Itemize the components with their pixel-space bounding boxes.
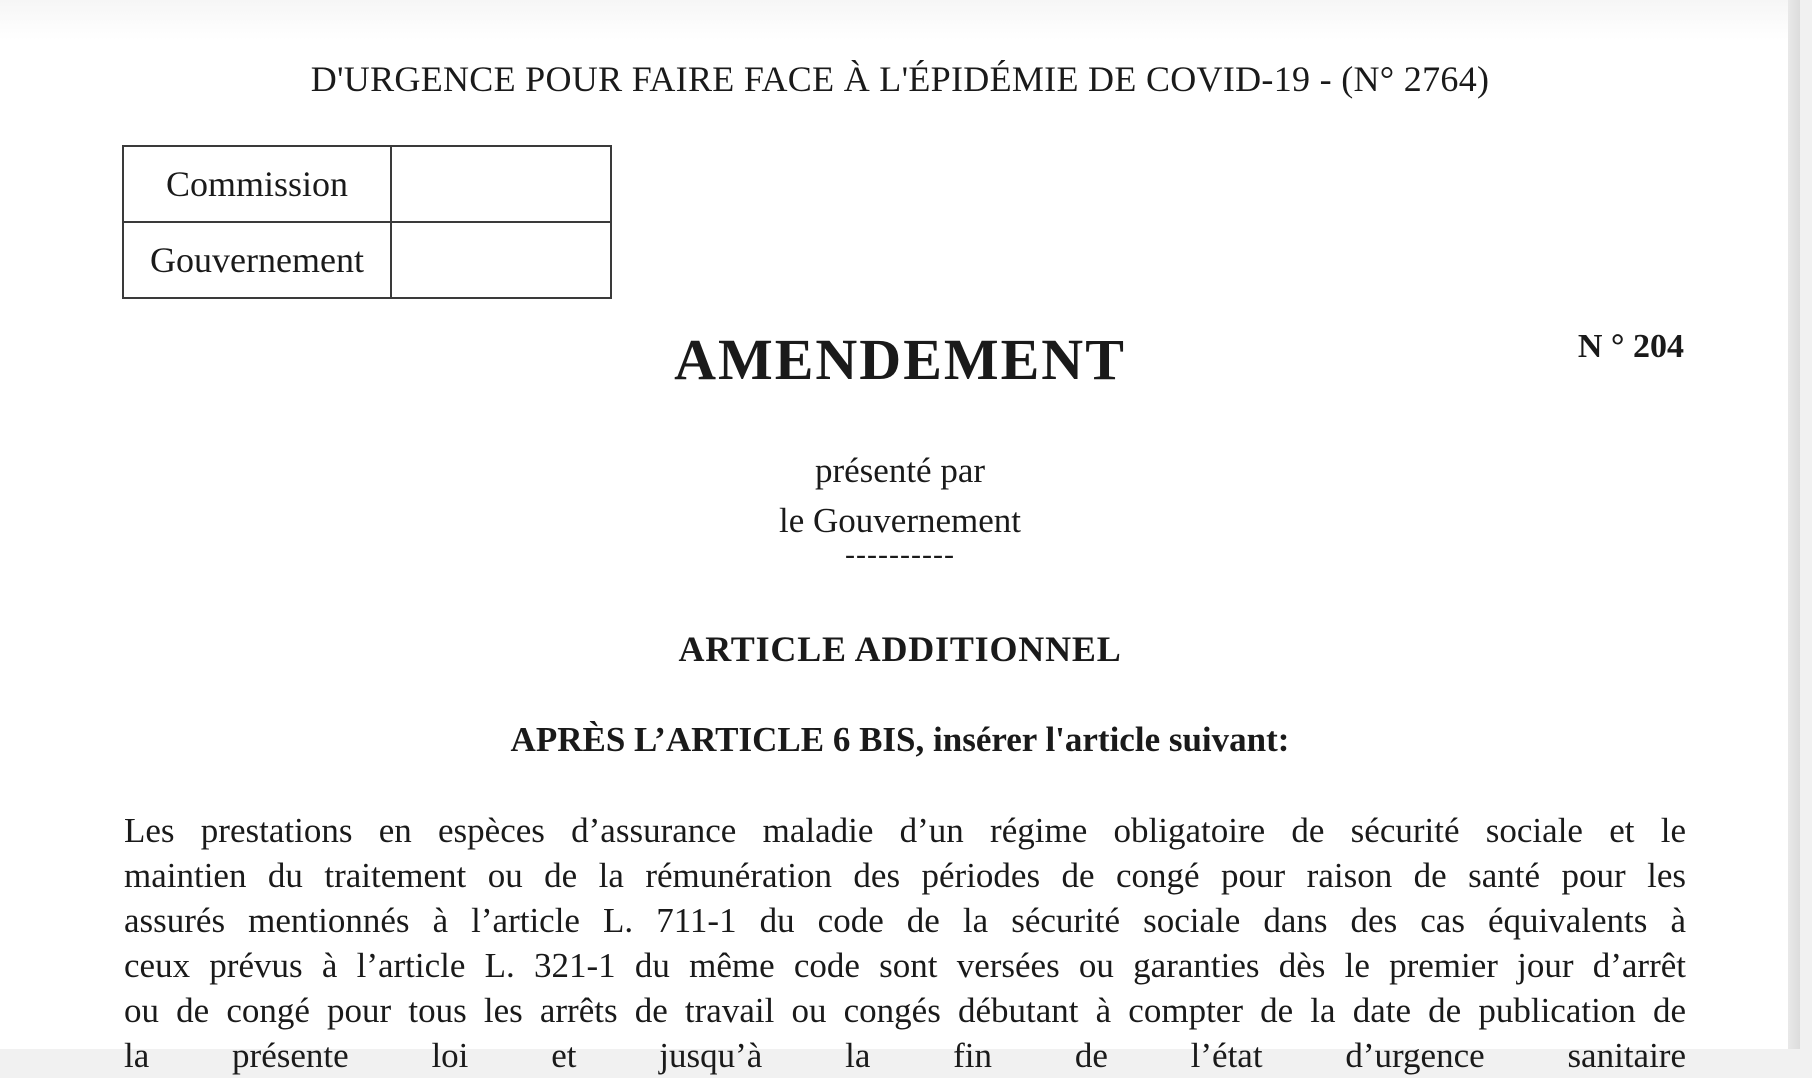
body-line-4: ceux prévus à l’article L. 321-1 du même code sont versées ou garanties dès le premier jour d’arrêt	[124, 946, 1686, 985]
bill-title-header: D'URGENCE POUR FAIRE FACE À L'ÉPIDÉMIE DE COVID-19 - (N° 2764)	[310, 59, 1490, 99]
body-line-3: assurés mentionnés à l’article L. 711-1 du code de la sécurité sociale dans des cas équivalents à	[124, 901, 1686, 940]
article-body	[124, 808, 1686, 1075]
separator-dashes: ----------	[845, 538, 955, 571]
status-value-commission	[391, 146, 611, 222]
status-label-commission: Commission	[123, 146, 391, 222]
page-edge-shadow	[1788, 0, 1800, 1049]
page-top-band	[0, 0, 1800, 40]
status-label-gouvernement: Gouvernement	[123, 222, 391, 298]
article-instruction: APRÈS L’ARTICLE 6 BIS, insérer l'article suivant:	[510, 720, 1290, 759]
body-line-1: Les prestations en espèces d’assurance maladie d’un régime obligatoire de sécurité sociale et le	[124, 811, 1686, 850]
status-table	[122, 145, 612, 299]
amendment-number: N ° 204	[1577, 328, 1684, 365]
presented-by	[0, 446, 1800, 546]
article-heading: ARTICLE ADDITIONNEL	[678, 629, 1122, 669]
status-row-commission	[123, 146, 611, 222]
status-row-gouvernement	[123, 222, 611, 298]
status-value-gouvernement	[391, 222, 611, 298]
document-title: AMENDEMENT	[674, 327, 1126, 392]
body-line-2: maintien du traitement ou de la rémunération des périodes de congé pour raison de santé pour les	[124, 856, 1686, 895]
presented-by-line2: le Gouvernement	[779, 501, 1021, 540]
body-line-5: ou de congé pour tous les arrêts de travail ou congés débutant à compter de la date de publication de	[124, 991, 1686, 1030]
presented-by-line1: présenté par	[814, 451, 986, 490]
body-line-6: la présente loi et jusqu’à la fin de l’état d’urgence sanitaire	[124, 1036, 1686, 1075]
